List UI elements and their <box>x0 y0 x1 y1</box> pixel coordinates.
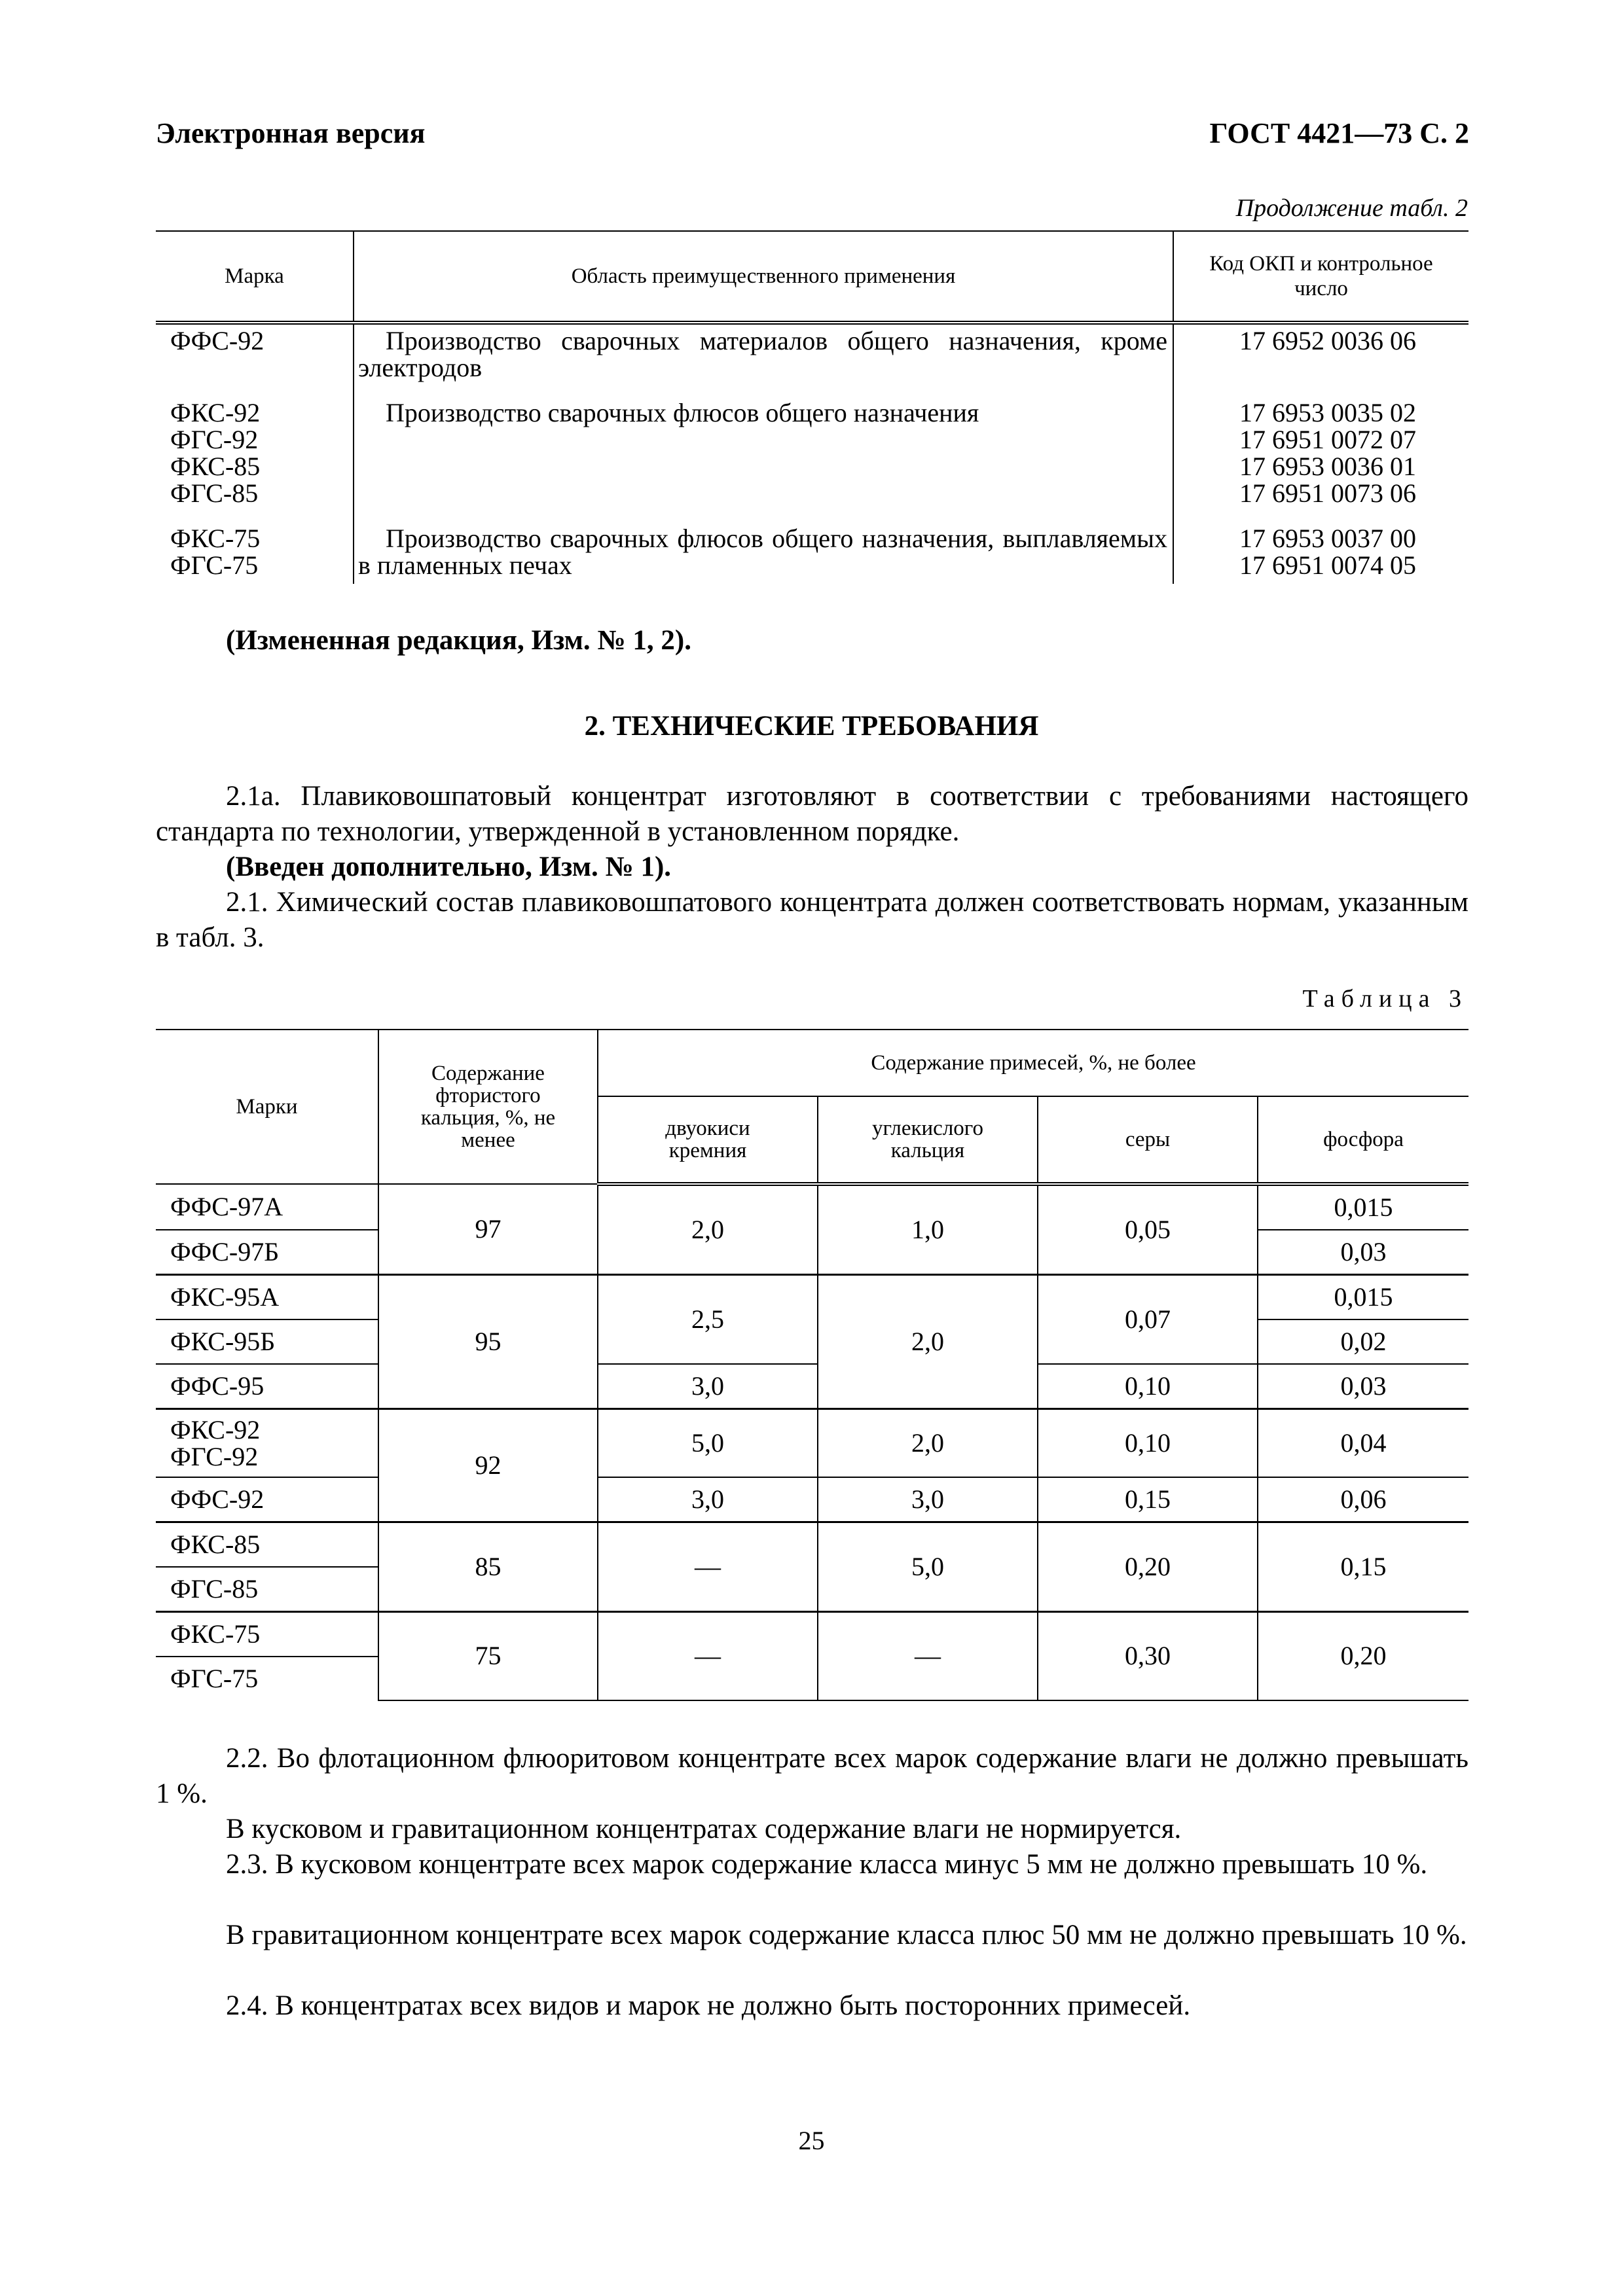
table2-code: 17 6953 0037 00 <box>1239 524 1416 553</box>
table3-header-sio2-text: двуокиси кремния <box>665 1117 750 1162</box>
table3-s: 0,30 <box>1038 1611 1258 1700</box>
table3-sio2: 2,5 <box>598 1275 818 1365</box>
table3-p: 0,06 <box>1258 1477 1468 1522</box>
table3-header-caf2-text: Содержание фтористого кальция, %, не менее <box>420 1062 556 1152</box>
table3-mark: ФКС-95Б <box>156 1319 378 1364</box>
table3-sio2: — <box>598 1611 818 1700</box>
table2-area-text: Производство сварочных материалов общего назначения, кроме электродов <box>358 326 1167 382</box>
table3-sio2: 3,0 <box>598 1364 818 1409</box>
table3-caf2: 95 <box>378 1275 598 1409</box>
table3-mark: ФФС-92 <box>156 1477 378 1522</box>
table-row <box>156 1477 1468 1522</box>
paragraph-2-3: 2.3. В кусковом концентрате всех марок содержание класса минус 5 мм не должно превышать 10 %. <box>226 1849 1428 1880</box>
table-row <box>156 1184 1468 1230</box>
table3-p: 0,015 <box>1258 1184 1468 1230</box>
table3-caf2: 85 <box>378 1522 598 1611</box>
table2-mark: ФГС-75 <box>170 550 259 580</box>
table3-mark: ФФС-95 <box>156 1364 378 1409</box>
table3-header-p: фосфора <box>1258 1096 1468 1184</box>
table2-area <box>354 323 1173 397</box>
table2-caption: Продолжение табл. 2 <box>1235 194 1468 222</box>
table3-mark: ФКС-85 <box>156 1522 378 1567</box>
table2-area <box>354 397 1173 522</box>
table-row <box>156 1409 1468 1477</box>
table3-mark: ФКС-92 ФГС-92 <box>156 1409 378 1477</box>
table3-p: 0,02 <box>1258 1319 1468 1364</box>
table3-p: 0,015 <box>1258 1275 1468 1320</box>
header-left: Электронная версия <box>156 117 426 149</box>
table2-code: 17 6951 0073 06 <box>1239 478 1416 508</box>
amendment-note-2: (Введен дополнительно, Изм. № 1). <box>226 852 672 882</box>
table2-header-area: Область преимущественного применения <box>354 231 1173 323</box>
table2-code: 17 6952 0036 06 <box>1239 326 1416 355</box>
table3-caco3: 5,0 <box>818 1522 1038 1611</box>
table2-area-text: Производство сварочных флюсов общего назначения <box>386 398 979 427</box>
table-row <box>156 323 1468 397</box>
table3 <box>156 1029 1468 1701</box>
table3-s: 0,10 <box>1038 1364 1258 1409</box>
table3-p: 0,03 <box>1258 1230 1468 1275</box>
paragraph-2-1a: 2.1а. Плавиковошпатовый концентрат изготовляют в соответствии с требованиями настоящего стандарта по технологии, утвержденной в установленном порядке. <box>156 781 1468 847</box>
table3-header-impurities: Содержание примесей, %, не более <box>598 1030 1468 1096</box>
table3-header-caf2 <box>378 1030 598 1184</box>
table2-codes <box>1173 323 1468 397</box>
table2-codes <box>1173 522 1468 584</box>
table3-header-caco3-text: углекислого кальция <box>872 1117 983 1162</box>
table3-s: 0,20 <box>1038 1522 1258 1611</box>
table3-sio2: — <box>598 1522 818 1611</box>
table3-caco3: 2,0 <box>818 1409 1038 1477</box>
table3-p: 0,20 <box>1258 1611 1468 1700</box>
table3-s: 0,07 <box>1038 1275 1258 1365</box>
table-row <box>156 1364 1468 1409</box>
table2-code: 17 6951 0072 07 <box>1239 425 1416 454</box>
page-number: 25 <box>798 2126 825 2155</box>
table3-caf2: 75 <box>378 1611 598 1700</box>
table-row <box>156 1522 1468 1567</box>
table3-s: 0,15 <box>1038 1477 1258 1522</box>
table3-mark: ФФС-97Б <box>156 1230 378 1275</box>
table-row <box>156 522 1468 584</box>
table2-code: 17 6951 0074 05 <box>1239 550 1416 580</box>
table3-sio2: 3,0 <box>598 1477 818 1522</box>
table2-mark: ФКС-75 <box>170 524 261 553</box>
table3-caco3: 3,0 <box>818 1477 1038 1522</box>
table2-area-text: Производство сварочных флюсов общего назначения, выплавляемых в пламенных печах <box>358 524 1167 580</box>
table3-sio2: 2,0 <box>598 1184 818 1275</box>
table3-sio2: 5,0 <box>598 1409 818 1477</box>
table2 <box>156 230 1468 584</box>
table3-s: 0,10 <box>1038 1409 1258 1477</box>
table2-area <box>354 522 1173 584</box>
table3-s: 0,05 <box>1038 1184 1258 1275</box>
paragraph-2-2: 2.2. Во флотационном флюоритовом концентрате всех марок содержание влаги не должно превышать 1 %. <box>156 1743 1468 1809</box>
table3-mark: ФКС-75 <box>156 1611 378 1657</box>
table3-header-caco3 <box>818 1096 1038 1184</box>
table3-p: 0,03 <box>1258 1364 1468 1409</box>
table3-caco3: — <box>818 1611 1038 1700</box>
table3-header-marks: Марки <box>156 1030 378 1184</box>
table2-mark: ФКС-92 <box>170 398 261 427</box>
table3-mark: ФКС-95А <box>156 1275 378 1320</box>
header-right: ГОСТ 4421—73 С. 2 <box>1209 117 1469 149</box>
table3-header-row <box>156 1030 1468 1096</box>
table3-mark: ФГС-85 <box>156 1567 378 1612</box>
table3-caption: Таблица 3 <box>1302 985 1468 1013</box>
table3-p: 0,04 <box>1258 1409 1468 1477</box>
table2-mark: ФФС-92 <box>170 326 264 355</box>
paragraph-2-1: 2.1. Химический состав плавиковошпатового концентрата должен соответствовать нормам, указанным в табл. 3. <box>156 887 1468 953</box>
table2-code: 17 6953 0035 02 <box>1239 398 1416 427</box>
paragraph-2-4: 2.4. В концентратах всех видов и марок не должно быть посторонних примесей. <box>226 1990 1191 2021</box>
table-row <box>156 1611 1468 1657</box>
table2-header-row <box>156 231 1468 323</box>
table3-header-s: серы <box>1038 1096 1258 1184</box>
table3-caco3: 2,0 <box>818 1275 1038 1409</box>
table2-header-code-text: Код ОКП и контрольное число <box>1209 252 1433 300</box>
table-row <box>156 397 1468 522</box>
table3-mark: ФФС-97А <box>156 1184 378 1230</box>
table2-mark: ФКС-85 <box>170 452 261 481</box>
table2-marks <box>156 397 354 522</box>
table2-codes <box>1173 397 1468 522</box>
table3-caf2: 92 <box>378 1409 598 1522</box>
table2-header-mark: Марка <box>156 231 354 323</box>
amendment-note: (Измененная редакция, Изм. № 1, 2). <box>226 625 691 656</box>
paragraph-2-2b: В кусковом и гравитационном концентратах содержание влаги не нормируется. <box>226 1814 1182 1844</box>
table3-mark: ФГС-75 <box>156 1657 378 1700</box>
paragraph-2-3b: В гравитационном концентрате всех марок содержание класса плюс 50 мм не должно превышать 10 %. <box>226 1920 1467 1950</box>
table2-mark: ФГС-92 <box>170 425 259 454</box>
table2-marks <box>156 323 354 397</box>
section-title: 2. ТЕХНИЧЕСКИЕ ТРЕБОВАНИЯ <box>584 711 1039 742</box>
table-row <box>156 1275 1468 1320</box>
table3-caco3: 1,0 <box>818 1184 1038 1275</box>
table2-code: 17 6953 0036 01 <box>1239 452 1416 481</box>
table3-caf2: 97 <box>378 1184 598 1275</box>
table3-header-sio2 <box>598 1096 818 1184</box>
table2-header-code <box>1173 231 1468 323</box>
table2-mark: ФГС-85 <box>170 478 259 508</box>
table2-marks <box>156 522 354 584</box>
table3-p: 0,15 <box>1258 1522 1468 1611</box>
